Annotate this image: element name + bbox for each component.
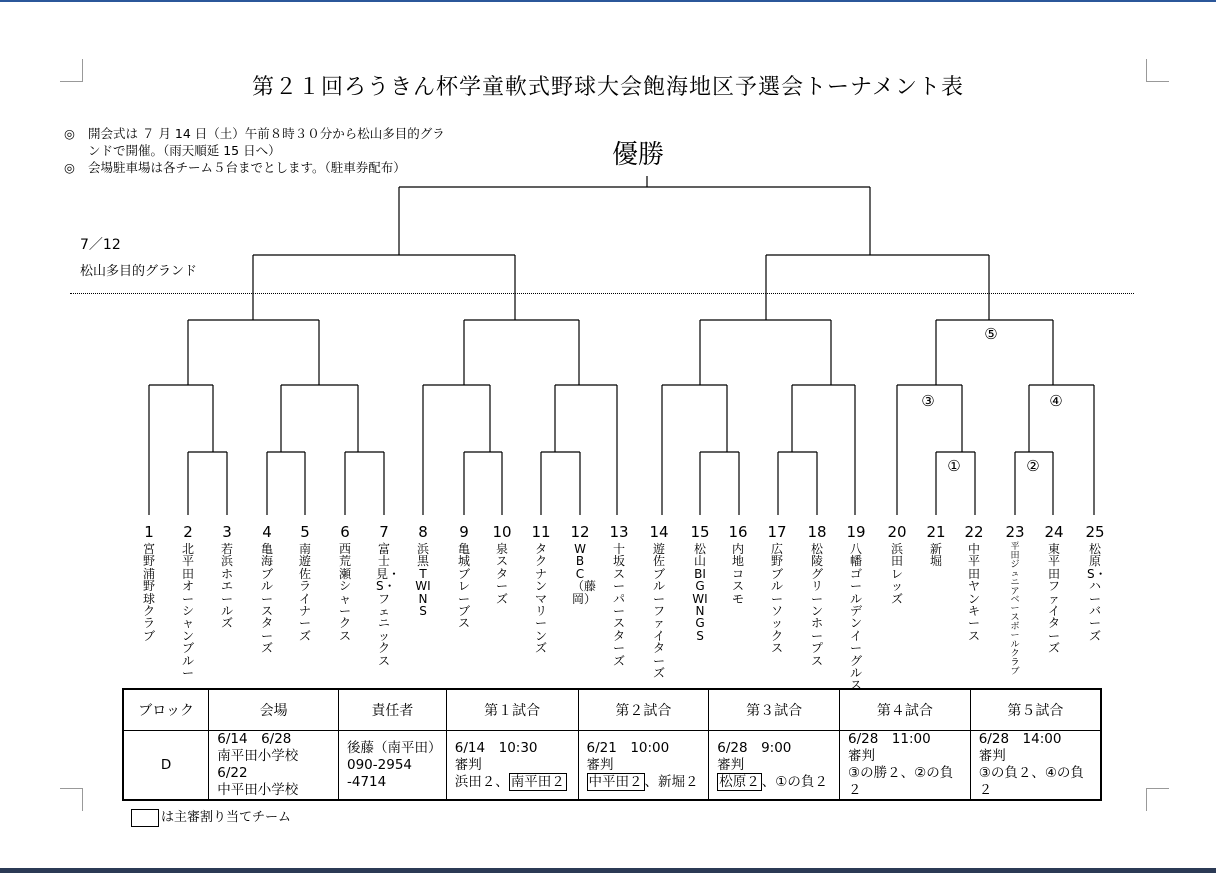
header-manager: 責任者 <box>339 689 447 731</box>
team-10-number: 10 <box>492 523 512 541</box>
bracket-r2-3 <box>423 385 490 515</box>
cell-game-5: 6/28 14:00 審判 ③の負２、④の負２ <box>970 731 1101 801</box>
legend-text: は主審割り当てチーム <box>161 810 292 825</box>
match-circle-3: ③ <box>921 392 935 410</box>
team-17-name: 広野ブルーソックス <box>770 542 783 656</box>
team-11-number: 11 <box>531 523 551 541</box>
team-4-number: 4 <box>262 523 272 541</box>
team-19-name: 八幡ゴールデンイーグルス <box>849 542 862 693</box>
bracket-semi-left <box>253 255 515 320</box>
bracket-r2-4 <box>555 385 617 515</box>
note-2: ◎ 会場駐車場は各チーム５台までとします。（駐車券配布） <box>64 160 406 175</box>
team-8-number: 8 <box>418 523 428 541</box>
cell-game-4: 6/28 11:00 審判 ③の勝２、②の負２ <box>839 731 970 801</box>
schedule-table <box>122 688 1102 801</box>
team-11-name: タクナンマリーンズ <box>534 542 547 656</box>
note-1-line-2: ンドで開催。（雨天順延 15 日へ） <box>88 143 281 158</box>
team-24-number: 24 <box>1044 523 1064 541</box>
note-1-line-1: ◎ 開会式は ７ 月 14 日（土）午前８時３０分から松山多目的グラ <box>64 126 445 141</box>
umpire-team-box: 南平田２ <box>510 773 565 790</box>
team-9-number: 9 <box>459 523 469 541</box>
team-13-name: 十坂スーパースターズ <box>612 542 625 668</box>
bracket-final <box>399 176 870 255</box>
cell-game-1: 6/14 10:30 審判 浜田２、 南平田２ <box>446 731 578 801</box>
header-game-5: 第５試合 <box>970 689 1101 731</box>
team-22-name: 中平田ヤンキース <box>967 542 980 643</box>
bracket-r1-pairs <box>188 452 1053 515</box>
cell-manager: 後藤（南平田） 090-2954 -4714 <box>339 731 447 801</box>
bracket-r2-5 <box>662 385 727 515</box>
team-20-name: 浜田レッズ <box>890 542 903 606</box>
team-24-name: 東平田ファイターズ <box>1047 542 1060 656</box>
final-venue: 松山多目的グランド <box>80 264 198 279</box>
header-game-1: 第１試合 <box>446 689 578 731</box>
team-25-number: 25 <box>1085 523 1105 541</box>
team-16-name: 内地コスモ <box>731 542 744 606</box>
window-bottom-bar <box>0 868 1216 873</box>
team-2-number: 2 <box>183 523 193 541</box>
team-7-number: 7 <box>379 523 389 541</box>
team-4-name: 亀海ブルースターズ <box>260 542 273 656</box>
bracket-qf-2 <box>464 320 579 385</box>
bracket-qf-3 <box>700 320 831 385</box>
team-3-name: 若浜ホエールズ <box>220 542 233 631</box>
team-22-number: 22 <box>964 523 984 541</box>
legend <box>131 806 291 827</box>
bracket-qf-1 <box>188 320 319 385</box>
team-14-name: 遊佐ブルーファイターズ <box>652 542 665 681</box>
header-block: ブロック <box>123 689 209 731</box>
team-7-name: 富士見・S・フェニックス <box>376 542 401 668</box>
header-game-4: 第４試合 <box>839 689 970 731</box>
header-venue: 会場 <box>209 689 339 731</box>
team-5-name: 南遊佐ライナーズ <box>298 542 311 643</box>
bracket-r2-6 <box>792 385 855 515</box>
team-23-name: 平田ジュニアベースボールクラブ <box>1010 542 1020 677</box>
document-title: 第２１回ろうきん杯学童軟式野球大会飽海地区予選会トーナメント表 <box>251 75 965 100</box>
team-16-number: 16 <box>728 523 748 541</box>
team-25-name: 松原 S・ハーバーズ <box>1087 542 1107 643</box>
header-game-3: 第３試合 <box>709 689 840 731</box>
team-19-number: 19 <box>846 523 866 541</box>
cell-block: D <box>123 731 209 801</box>
bracket-r2-1 <box>149 385 213 515</box>
cell-game-2: 6/21 10:00 審判 中平田２ 、新堀２ <box>578 731 709 801</box>
match-circle-4: ④ <box>1049 392 1063 410</box>
team-21-number: 21 <box>926 523 946 541</box>
match-circle-5: ⑤ <box>984 325 998 343</box>
bracket-r2-2 <box>281 385 358 452</box>
team-8-name: 浜黒TWINS <box>415 542 431 619</box>
match-circle-1: ① <box>947 457 961 475</box>
team-18-number: 18 <box>807 523 827 541</box>
team-1-name: 宮野浦野球クラブ <box>142 542 155 643</box>
team-21-name: 新堀 <box>929 542 942 569</box>
team-15-name: 松山BIG WINGS <box>692 542 708 643</box>
cell-game-3: 6/28 9:00 審判 松原２ 、①の負２ <box>709 731 840 801</box>
team-18-name: 松陵グリーンホープス <box>810 542 823 668</box>
team-17-number: 17 <box>767 523 787 541</box>
bracket-semi-right <box>766 255 989 320</box>
team-12-number: 12 <box>570 523 590 541</box>
team-13-number: 13 <box>609 523 629 541</box>
umpire-team-box: 松原２ <box>719 773 760 790</box>
team-15-number: 15 <box>690 523 710 541</box>
umpire-team-box: 中平田２ <box>588 773 643 790</box>
champion-label: 優勝 <box>612 140 665 170</box>
team-2-name: 北平田オーシャンブルー <box>181 542 194 681</box>
team-14-number: 14 <box>649 523 669 541</box>
team-9-name: 亀城ブレーブス <box>457 542 470 631</box>
team-12-name: WBC（藤岡） <box>572 542 597 606</box>
header-game-2: 第２試合 <box>578 689 709 731</box>
team-23-number: 23 <box>1005 523 1025 541</box>
team-20-number: 20 <box>887 523 907 541</box>
legend-box-icon <box>131 809 159 827</box>
schedule-header-row <box>123 689 1101 731</box>
match-circle-2: ② <box>1026 457 1040 475</box>
cell-venue: 6/14 6/28 南平田小学校 6/22 中平田小学校 <box>209 731 339 801</box>
team-10-name: 泉スターズ <box>495 542 508 606</box>
schedule-row <box>123 731 1101 801</box>
team-5-number: 5 <box>300 523 310 541</box>
team-6-number: 6 <box>340 523 350 541</box>
team-6-name: 西荒瀬シャークス <box>338 542 351 643</box>
final-date: 7／12 <box>80 237 121 253</box>
team-1-number: 1 <box>144 523 154 541</box>
team-3-number: 3 <box>222 523 232 541</box>
